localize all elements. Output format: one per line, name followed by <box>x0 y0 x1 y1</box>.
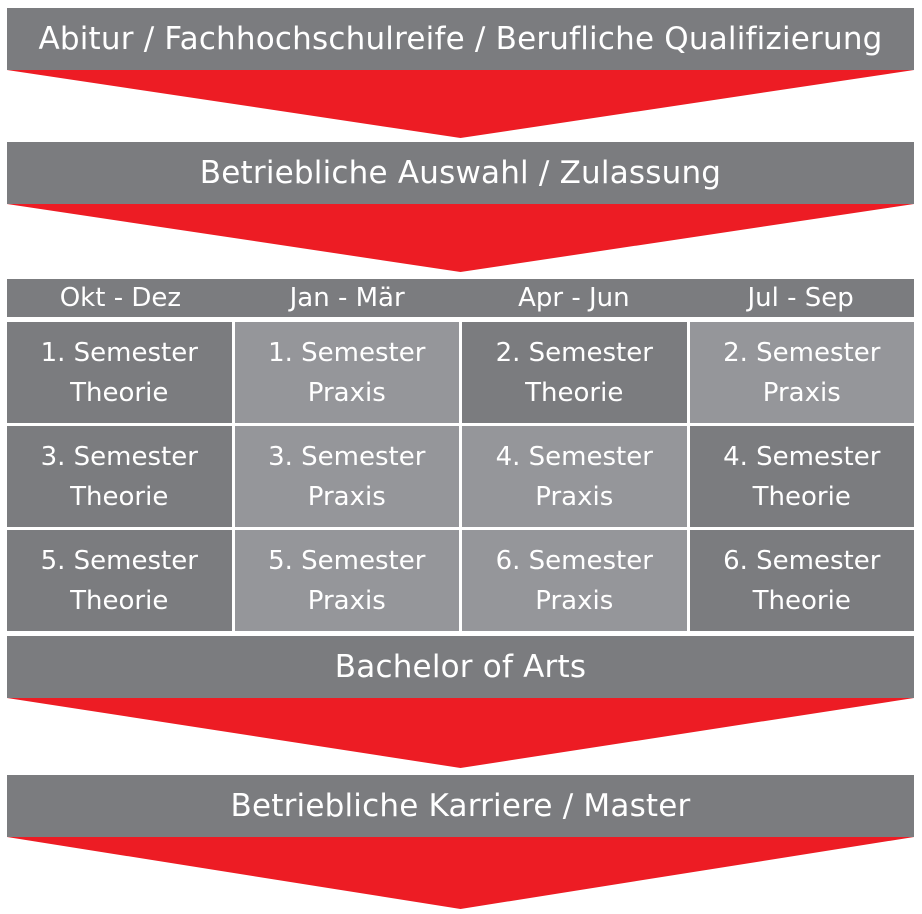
semester-type: Theorie <box>525 377 624 408</box>
semester-type: Praxis <box>307 585 386 616</box>
arrow-down-icon <box>7 70 914 138</box>
semester-number: 2. Semester <box>723 337 881 368</box>
semester-number: 4. Semester <box>723 441 881 472</box>
stage-career: Betriebliche Karriere / Master <box>7 775 914 837</box>
semester-number: 1. Semester <box>268 337 426 368</box>
semester-number: 2. Semester <box>495 337 653 368</box>
arrow-down-icon <box>7 204 914 272</box>
period-label: Jul - Sep <box>747 283 854 313</box>
semester-cell <box>235 530 460 631</box>
semester-cell <box>7 322 232 423</box>
stage-selection: Betriebliche Auswahl / Zulassung <box>7 142 914 204</box>
semester-number: 4. Semester <box>495 441 653 472</box>
semester-type: Theorie <box>752 481 851 512</box>
semester-number: 5. Semester <box>40 545 198 576</box>
period-label: Okt - Dez <box>59 283 182 313</box>
arrow-down-icon <box>7 837 914 909</box>
semester-number: 3. Semester <box>268 441 426 472</box>
semester-cell <box>235 426 460 527</box>
semester-type: Praxis <box>535 585 614 616</box>
stage-entry: Abitur / Fachhochschulreife / Berufliche Qualifizierung <box>7 8 914 70</box>
semester-number: 1. Semester <box>40 337 198 368</box>
semester-cell <box>235 322 460 423</box>
semester-cell <box>690 426 915 527</box>
semester-cell <box>7 530 232 631</box>
semester-cell <box>462 426 687 527</box>
semester-number: 6. Semester <box>495 545 653 576</box>
period-label: Apr - Jun <box>518 283 630 313</box>
semester-cell <box>462 530 687 631</box>
semester-cell <box>690 530 915 631</box>
semester-cell <box>7 426 232 527</box>
semester-type: Theorie <box>70 585 169 616</box>
semester-cell <box>690 322 915 423</box>
semester-type: Praxis <box>307 377 386 408</box>
semester-number: 5. Semester <box>268 545 426 576</box>
semester-grid <box>7 322 914 631</box>
period-header <box>7 279 914 317</box>
stage-degree: Bachelor of Arts <box>7 636 914 698</box>
semester-type: Praxis <box>535 481 614 512</box>
semester-type: Theorie <box>70 481 169 512</box>
semester-type: Theorie <box>70 377 169 408</box>
semester-type: Praxis <box>307 481 386 512</box>
arrow-down-icon <box>7 698 914 768</box>
semester-type: Theorie <box>752 585 851 616</box>
period-label: Jan - Mär <box>289 283 405 313</box>
semester-type: Praxis <box>762 377 841 408</box>
semester-number: 6. Semester <box>723 545 881 576</box>
semester-number: 3. Semester <box>40 441 198 472</box>
semester-cell <box>462 322 687 423</box>
